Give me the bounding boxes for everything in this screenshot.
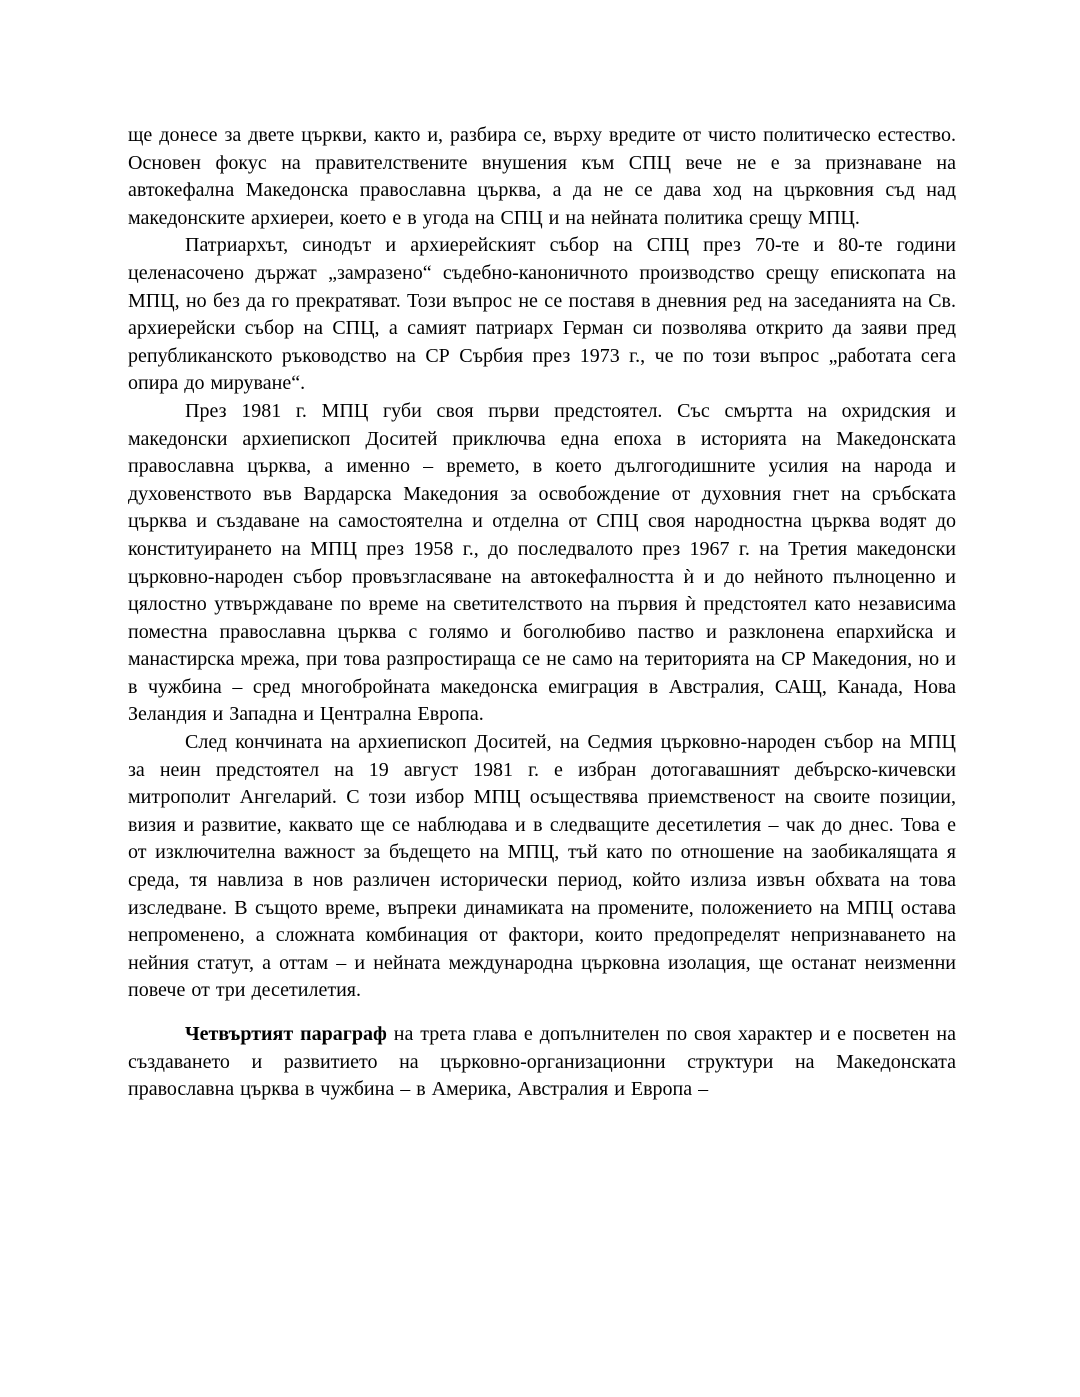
paragraph-1981-dositej: През 1981 г. МПЦ губи своя първи предстоятел. Със смъртта на охридския и македонски архиепископ Доситей приключва една епоха в историята на Македонската православна църква, а именно – времето, в което дългогодишните усилия на народа и духовенството във Вардарска Македония за освобождение от духовния гнет на сръбската църква и създаване на самостоятелна и отделна от СПЦ своя народностна църква водят до конституирането на МПЦ през 1958 г., до последвалото през 1967 г. на Третия македонски църковно-народен събор провъзгласяване на автокефалността ѝ и до нейното пълноценно и цялостно утвърждаване по време на светителството на първия ѝ предстоятел като независима поместна православна църква с голямо и боголюбиво паство и разклонена епархийска и манастирска мрежа, при това разпростираща се не само на територията на СР Македония, но и в чужбина – сред многобройната македонска емиграция в Австралия, САЩ, Канада, Нова Зеландия и Западна и Централна Европа. <box>128 399 956 726</box>
paragraph-fourth-section <box>128 1021 956 1104</box>
paragraph-fourth-section-bold-lead: Четвъртият параграф <box>185 1023 387 1045</box>
paragraph-fourth-section-text: на трета глава е допълнителен по своя характер и е посветен на създаването и развитието на църковно-организационни структури на Македонската православна църква в чужбина – в Америка, Австралия и Европа – <box>128 1023 956 1101</box>
page-text-block <box>128 122 956 1104</box>
paragraph-patriarch: Патриархът, синодът и архиерейският събор на СПЦ през 70-те и 80-те години целенасочено държат „замразено“ съдебно-каноничното производство срещу епископата на МПЦ, но без да го прекратяват. Този въпрос не се поставя в дневния ред на заседанията на Св. архиерейски събор на СПЦ, а самият патриарх Герман си позволява открито да заяви пред републиканското ръководство на СР Сърбия през 1973 г., че по този въпрос „работата сега опира до мируване“. <box>128 234 956 395</box>
paragraph-angelarij: След кончината на архиепископ Доситей, на Седмия църковно-народен събор на МПЦ за неин предстоятел на 19 август 1981 г. е избран дотогавашният дебърско-кичевски митрополит Ангеларий. С този избор МПЦ осъществява приемственост на своите позиции, визия и развитие, каквато ще се наблюдава и в следващите десетилетия – чак до днес. Това е от изключителна важност за бъдещето на МПЦ, тъй като по отношение на заобикалящата я среда, тя навлиза в нов различен исторически период, който излиза извън обхвата на това изследване. В същото време, въпреки динамиката на промените, положението на МПЦ остава непроменено, а сложната комбинация от фактори, които предопределят непризнаването на нейния статут, а оттам – и нейната международна църковна изолация, ще останат неизменни повече от три десетилетия. <box>128 731 956 1002</box>
paragraph-continuation: ще донесе за двете църкви, както и, разбира се, върху вредите от чисто политическо естество. Основен фокус на правителствените внушения към СПЦ вече не е за признаване на автокефална Македонска православна църква, а да не се дава ход на църковния съд над македонските архиереи, което е в угода на СПЦ и на нейната политика срещу МПЦ. <box>128 124 956 229</box>
